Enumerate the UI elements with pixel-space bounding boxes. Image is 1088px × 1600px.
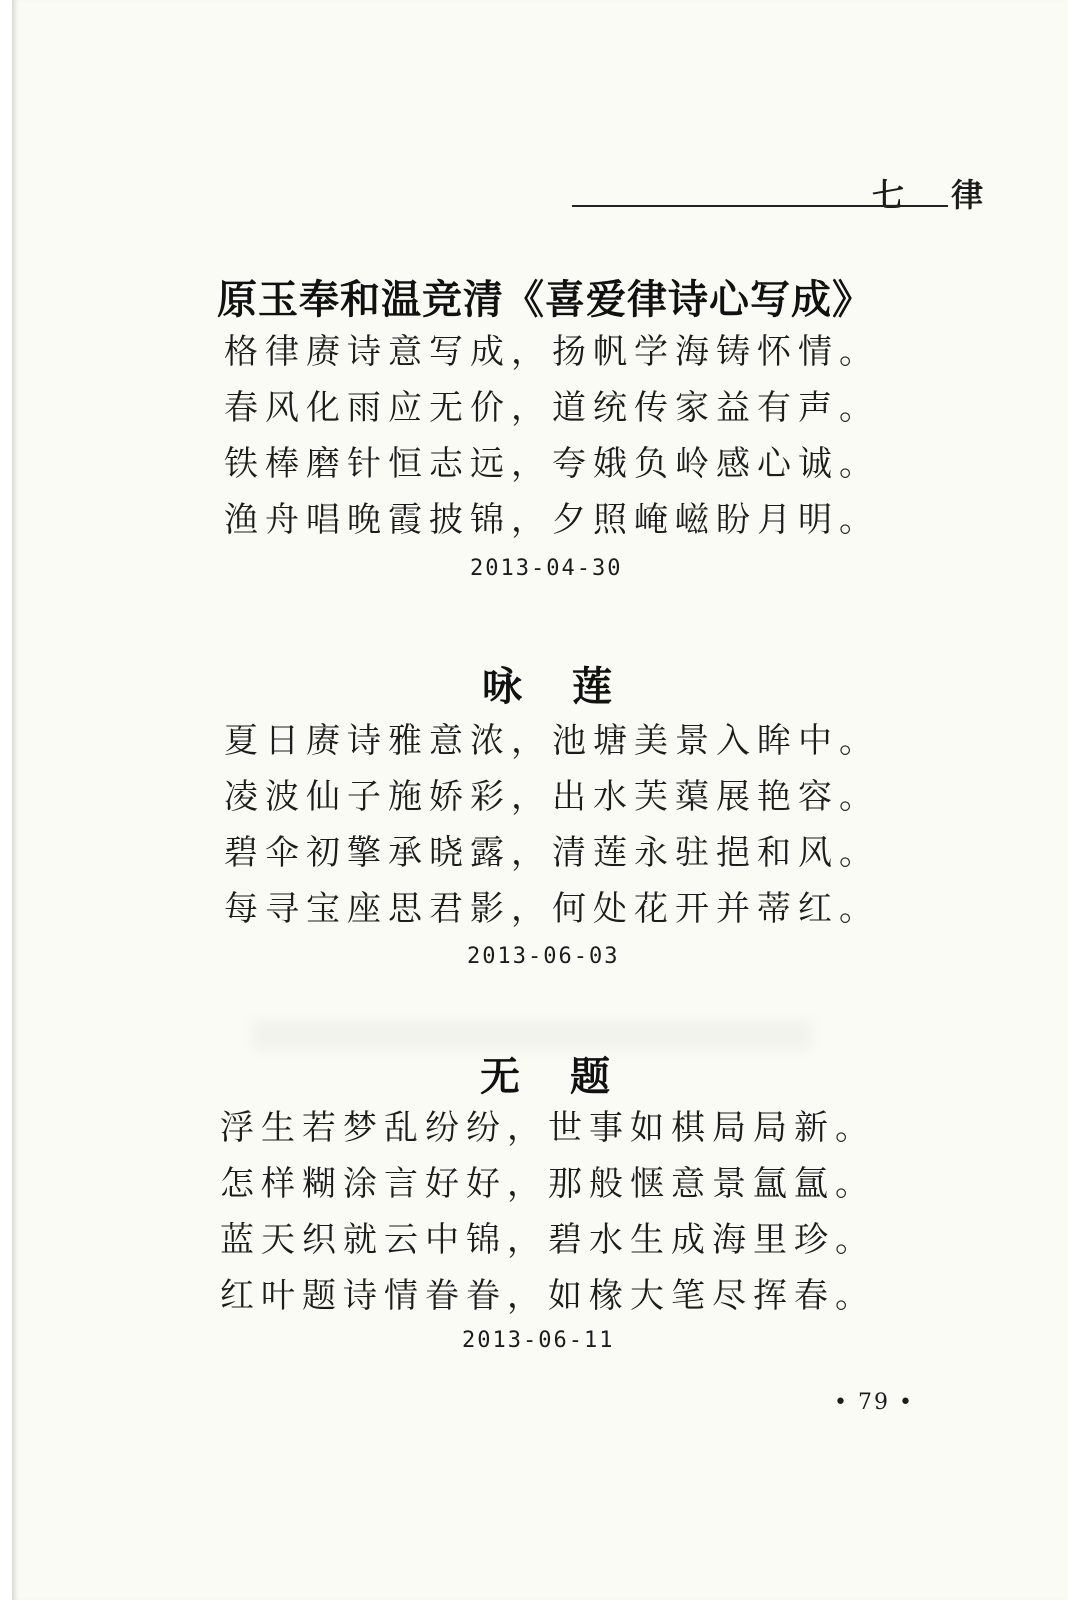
- poem-date: 2013-04-30: [470, 556, 623, 581]
- poem-line: 碧伞初擎承晓露，清莲永驻挹和风。: [224, 833, 880, 873]
- poem-line: 夏日赓诗雅意浓，池塘美景入眸中。: [224, 721, 880, 761]
- poem-line: 浮生若梦乱纷纷，世事如棋局局新。: [220, 1108, 876, 1148]
- poem-line: 怎样糊涂言好好，那般惬意景氲氲。: [220, 1164, 876, 1204]
- poem-date: 2013-06-03: [467, 944, 620, 969]
- poem-title: 咏莲: [482, 663, 662, 710]
- poem-title: 原玉奉和温竞清《喜爱律诗心写成》: [217, 276, 873, 323]
- poem-line: 红叶题诗情眷眷，如椽大笔尽挥春。: [220, 1276, 876, 1316]
- poem-line: 春风化雨应无价，道统传家益有声。: [224, 388, 880, 428]
- poem-lines: [224, 713, 884, 937]
- poem-title: 无题: [480, 1053, 660, 1100]
- poem-lines: [220, 1100, 880, 1324]
- book-page: [12, 0, 1068, 1600]
- section-header-title: 七 律: [872, 176, 1002, 214]
- poem-line: 凌波仙子施娇彩，出水芙蕖展艳容。: [224, 777, 880, 817]
- poem-line: 格律赓诗意写成，扬帆学海铸怀情。: [224, 332, 880, 372]
- poem-line: 渔舟唱晚霞披锦，夕照崦嵫盼月明。: [224, 500, 880, 540]
- poem-line: 蓝天织就云中锦，碧水生成海里珍。: [220, 1220, 876, 1260]
- poem-date: 2013-06-11: [462, 1328, 615, 1353]
- poem-line: 铁棒磨针恒志远，夸娥负岭感心诚。: [224, 444, 880, 484]
- poem-line: 每寻宝座思君影，何处花开并蒂红。: [224, 889, 880, 929]
- poem-lines: [224, 324, 884, 548]
- page-number: • 79 •: [834, 1390, 914, 1415]
- header-rule: [572, 205, 948, 207]
